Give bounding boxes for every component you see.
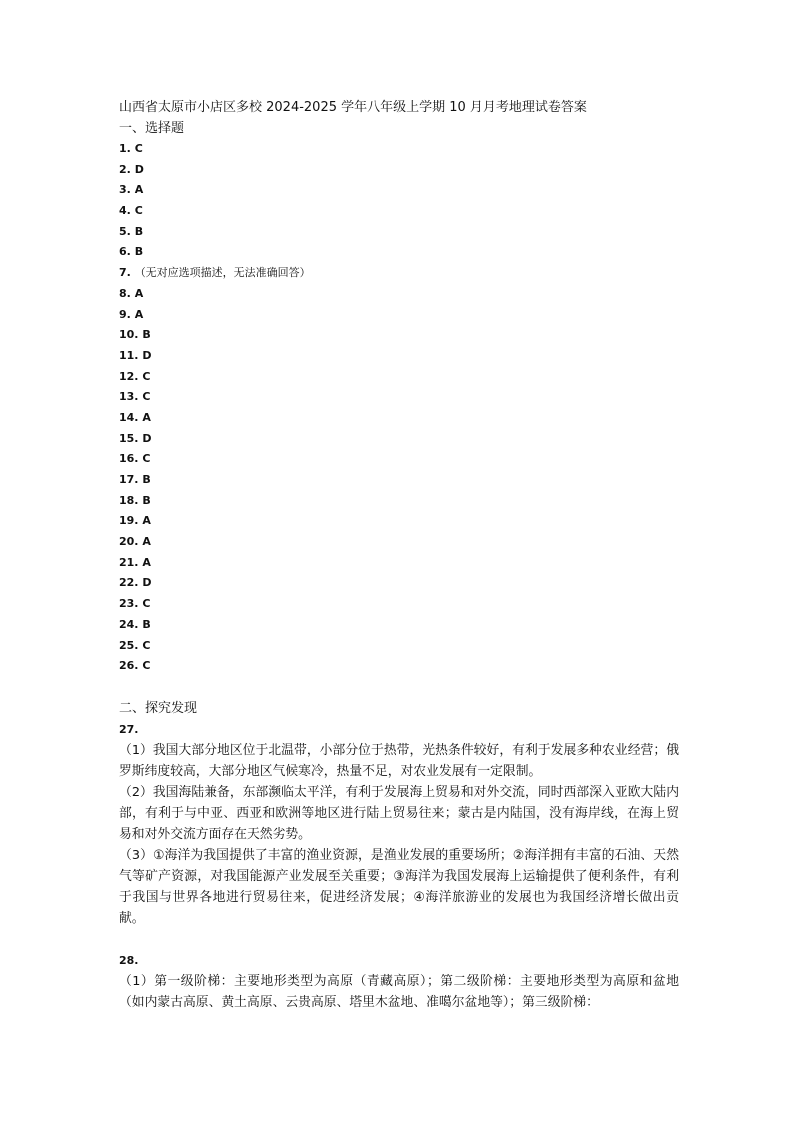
answer-value: A <box>142 514 151 528</box>
answer-item <box>119 367 679 388</box>
answer-number: 7. <box>119 266 131 280</box>
answer-number: 22. <box>119 576 139 590</box>
question-28-number: 28. <box>119 953 139 967</box>
answer-value: A <box>134 183 144 197</box>
answer-value: C <box>142 659 151 673</box>
answer-value: C <box>134 142 143 155</box>
answer-item <box>119 180 679 201</box>
answer-number: 17. <box>119 473 139 486</box>
answer-item <box>119 284 679 305</box>
answer-number: 4. <box>119 204 131 218</box>
answer-number: 23. <box>119 597 139 611</box>
answer-item <box>119 160 679 181</box>
answer-item <box>119 222 679 243</box>
answer-item <box>119 305 679 326</box>
answer-item <box>119 594 679 615</box>
answer-value: C <box>142 369 151 383</box>
answer-item <box>119 553 679 574</box>
answer-number: 8. <box>119 286 131 300</box>
section-heading-multiple-choice: 一、选择题 <box>119 121 185 136</box>
answer-item <box>119 242 679 263</box>
answer-value: C <box>142 452 151 466</box>
answer-value: B <box>142 493 151 507</box>
answer-value: D <box>142 576 152 590</box>
question-28-answer-1: （1）第一级阶梯：主要地形类型为高原（青藏高原）；第二级阶梯：主要地形类型为高原和盆地（如内蒙古高原、黄土高原、云贵高原、塔里木盆地、准噶尔盆地等）；第三级阶梯： <box>119 973 679 1010</box>
answer-item <box>119 429 679 450</box>
answer-value: B <box>142 473 151 486</box>
answer-list <box>119 139 679 677</box>
answer-value: A <box>134 307 144 321</box>
answer-number: 5. <box>119 224 131 238</box>
answer-item <box>119 573 679 594</box>
answer-item <box>119 325 679 346</box>
answer-number: 3. <box>119 183 131 197</box>
answer-number: 25. <box>119 638 139 652</box>
answer-value: B <box>142 617 151 631</box>
document-content <box>119 97 679 1013</box>
answer-value: A <box>142 410 151 424</box>
answer-number: 19. <box>119 514 139 528</box>
answer-value: A <box>142 535 151 549</box>
answer-number: 13. <box>119 390 139 404</box>
section-heading-inquiry: 二、探究发现 <box>119 700 198 716</box>
answer-number: 14. <box>119 410 139 424</box>
answer-item <box>119 201 679 222</box>
answer-item <box>119 636 679 657</box>
answer-value: D <box>134 162 144 176</box>
answer-item <box>119 449 679 470</box>
answer-value: D <box>142 431 152 445</box>
answer-item <box>119 470 679 491</box>
answer-number: 15. <box>119 431 139 445</box>
answer-number: 6. <box>119 245 131 259</box>
answer-number: 1. <box>119 142 131 155</box>
section-spacer <box>119 677 679 698</box>
answer-value: C <box>142 390 151 404</box>
answer-value: （无对应选项描述，无法准确回答） <box>134 266 311 280</box>
answer-value: C <box>134 204 143 218</box>
answer-item <box>119 263 679 284</box>
answer-item <box>119 532 679 553</box>
answer-value: A <box>134 286 144 300</box>
answer-number: 26. <box>119 659 139 673</box>
question-27-answer-3: （3）①海洋为我国提供了丰富的渔业资源，是渔业发展的重要场所；②海洋拥有丰富的石油、天然气等矿产资源，对我国能源产业发展至关重要；③海洋为我国发展海上运输提供了便利条件，有利于我国与世界各地进行贸易往来，促进经济发展；④海洋旅游业的发展也为我国经济增长做出贡献。 <box>119 847 679 926</box>
answer-value: C <box>142 597 151 611</box>
answer-item <box>119 346 679 367</box>
question-27-number: 27. <box>119 722 139 736</box>
answer-number: 10. <box>119 328 139 342</box>
answer-item <box>119 656 679 677</box>
answer-item <box>119 139 679 160</box>
answer-item <box>119 408 679 429</box>
document-title: 山西省太原市小店区多校 2024-2025 学年八年级上学期 10 月月考地理试卷答案 <box>119 100 587 115</box>
answer-number: 11. <box>119 348 139 362</box>
answer-number: 9. <box>119 307 131 321</box>
answer-value: C <box>142 638 151 652</box>
answer-number: 21. <box>119 555 139 569</box>
answer-value: B <box>134 224 144 238</box>
answer-value: B <box>134 245 144 259</box>
answer-number: 24. <box>119 617 139 631</box>
answer-item <box>119 387 679 408</box>
answer-value: A <box>142 555 151 569</box>
answer-number: 16. <box>119 452 139 466</box>
answer-number: 12. <box>119 369 139 383</box>
answer-item <box>119 615 679 636</box>
answer-value: B <box>142 328 151 342</box>
question-27-answer-2: （2）我国海陆兼备，东部濒临太平洋，有利于发展海上贸易和对外交流，同时西部深入亚欧大陆内部，有利于与中亚、西亚和欧洲等地区进行陆上贸易往来；蒙古是内陆国，没有海岸线，在海上贸易和对外交流方面存在天然劣势。 <box>119 784 679 842</box>
question-spacer <box>119 929 679 950</box>
answer-item <box>119 511 679 532</box>
answer-item <box>119 491 679 512</box>
answer-value: D <box>142 348 152 362</box>
question-27-answer-1: （1）我国大部分地区位于北温带，小部分位于热带，光热条件较好，有利于发展多种农业经营；俄罗斯纬度较高，大部分地区气候寒冷，热量不足，对农业发展有一定限制。 <box>119 742 679 779</box>
answer-number: 2. <box>119 162 131 176</box>
answer-number: 18. <box>119 493 139 507</box>
answer-number: 20. <box>119 535 139 549</box>
